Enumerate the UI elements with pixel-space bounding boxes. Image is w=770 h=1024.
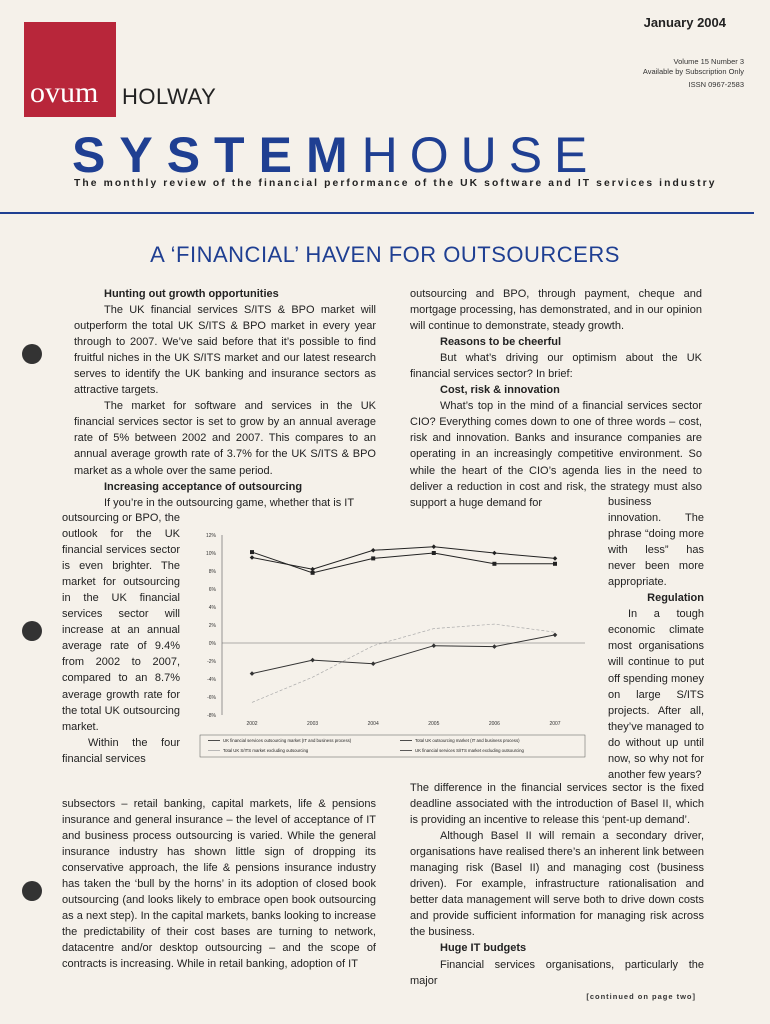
paragraph: subsectors – retail banking, capital markets, life & pensions insurance and general insurance – the level of acceptance of IT and business process outsourcing is varied. While the general insurance industry has shown little sign of dropping its conservative approach, the life & pensions insurance industry has taken the ‘bull by the horns’ in its adoption of closed book outsourcing (and looks likely to embrace open book outsourcing as a next step). In the capital markets, banks looking to increase the predictability of their cost bases are turning to network, datacentre and/or desktop outsourcing – and the scope of contracts is increasing. While in retail banking, adoption of IT (62, 798, 376, 971)
volume-info (643, 57, 744, 77)
punch-hole (22, 881, 42, 901)
punch-hole (22, 621, 42, 641)
y-tick-label: -6% (207, 695, 216, 701)
paragraph: If you’re in the outsourcing game, whether that is IT (104, 496, 355, 509)
paragraph: The difference in the financial services sector is the fixed deadline associated with the introduction of Basel II, which is providing an incentive to release this ‘pent-up demand’. (410, 782, 704, 827)
data-point (432, 551, 436, 555)
header-rule (0, 212, 754, 214)
paragraph: What’s top in the mind of a financial services sector CIO? Everything comes down to one of three words – cost, risk and innovation. Banks and insurance companies are operating in an increasingly competitive environment. So while the heart of the CIO’s agenda lies in the need to deliver a reduction in cost and risk, the strategy must also support a huge demand for (410, 400, 702, 509)
publication-title (72, 126, 599, 184)
continued-note: [continued on page two] (586, 992, 696, 1001)
data-point (250, 555, 255, 560)
subheading: Increasing acceptance of outsourcing (104, 480, 303, 493)
data-point (432, 544, 437, 549)
paragraph: But what’s driving our optimism about the UK financial services sector? In brief: (410, 352, 702, 381)
y-tick-label: 4% (208, 605, 216, 611)
left-column-top (74, 286, 376, 511)
subheading: Cost, risk & innovation (440, 384, 560, 397)
data-point (310, 658, 315, 663)
paragraph: business innovation. The phrase “doing more with less” has never been more appropriate. (608, 496, 704, 589)
data-point (250, 671, 255, 676)
legend-label: Total UK outsourcing market (IT and business process) (415, 738, 520, 743)
subheading: Regulation (647, 592, 704, 605)
data-point (492, 644, 497, 649)
legend-label: UK financial services outsourcing market (IT and business process) (223, 738, 352, 743)
paragraph: The market for software and services in the UK financial services sector is set to grow by an annual average rate of 5% between 2002 and 2007. This compares to an annual average growth rate of 3.7% for the UK S/ITS & BPO market as a whole over the same period. (74, 400, 376, 477)
article-headline: A ‘FINANCIAL’ HAVEN FOR OUTSOURCERS (150, 242, 620, 267)
data-point (371, 661, 376, 666)
x-tick-label: 2004 (367, 721, 379, 727)
logo-text: ovum (30, 76, 99, 109)
data-point (371, 556, 375, 560)
left-column-bottom (62, 796, 376, 973)
data-point (553, 562, 557, 566)
paragraph: Financial services organisations, particularly the major (410, 958, 704, 987)
x-tick-label: 2006 (488, 721, 500, 727)
y-tick-label: -2% (207, 659, 216, 665)
issue-date: January 2004 (643, 15, 726, 30)
data-point (492, 551, 497, 556)
data-point (553, 556, 558, 561)
y-tick-label: 8% (208, 569, 216, 575)
data-point (371, 548, 376, 553)
x-tick-label: 2003 (307, 721, 319, 727)
issn: ISSN 0967-2583 (688, 80, 744, 89)
data-point (250, 550, 254, 554)
legend-label: UK financial services S/ITS market excluding outsourcing (415, 748, 524, 753)
y-tick-label: 0% (208, 641, 216, 647)
y-tick-label: 12% (205, 533, 216, 539)
title-bold: SYSTEM (72, 127, 362, 183)
publication-subtitle: The monthly review of the financial performance of the UK software and IT services industry (74, 178, 717, 189)
right-column-wrap (608, 494, 704, 783)
series-line (252, 552, 555, 573)
volume-number: Volume 15 Number 3 (673, 57, 744, 66)
y-tick-label: 10% (205, 551, 216, 557)
punch-hole (22, 344, 42, 364)
data-point (311, 571, 315, 575)
y-tick-label: -8% (207, 713, 216, 719)
right-column-top (410, 286, 702, 511)
y-tick-label: 2% (208, 623, 216, 629)
subheading: Hunting out growth opportunities (104, 288, 279, 300)
paragraph: Within the four financial services (62, 736, 180, 765)
data-point (492, 562, 496, 566)
subheading: Huge IT budgets (440, 942, 527, 955)
series-line (252, 547, 555, 570)
paragraph: outsourcing and BPO, through payment, cheque and mortgage processing, has demonstrated, and in our opinion will continue to demonstrate, steady growth. (410, 288, 702, 333)
paragraph: The UK financial services S/ITS & BPO market will outperform the total UK S/ITS & BPO market in every year through to 2007. We’ve said before that it’s possible to find fruitful niches in the UK S/ITS market and our latest research serves to identify the UK banking and insurance sectors as attractive targets. (74, 304, 376, 397)
growth-chart (190, 527, 595, 762)
title-thin: HOUSE (361, 127, 600, 183)
series-line (252, 635, 555, 674)
right-column-bottom (410, 780, 704, 989)
legend-label: Total UK S/ITS market excluding outsourcing (223, 748, 309, 753)
x-tick-label: 2007 (549, 721, 561, 727)
left-column-wrap (62, 510, 180, 767)
subheading: Reasons to be cheerful (440, 336, 562, 349)
paragraph: outsourcing or BPO, the outlook for the UK financial services sector is even brighter. The market for outsourcing in the UK financial services sector will increase at an annual average rate of 9.4% from 2002 to 2007, compared to an 8.7% average growth rate for the total UK outsourcing market. (62, 512, 180, 733)
paragraph: In a tough economic climate most organisations will continue to put off spending money on large S/ITS projects. After all, they’ve managed to do without up until now, so why not for another few years? (608, 608, 705, 781)
x-tick-label: 2002 (246, 721, 258, 727)
x-tick-label: 2005 (428, 721, 440, 727)
y-tick-label: -4% (207, 677, 216, 683)
data-point (553, 633, 558, 638)
brand-name: HOLWAY (122, 84, 217, 109)
y-tick-label: 6% (208, 587, 216, 593)
availability-note: Available by Subscription Only (642, 67, 744, 76)
paragraph: Although Basel II will remain a secondary driver, organisations have realised there’s an inherent link between managing risk (Basel II) and managing cost (business driven). For example, infrastructure rationalisation and better data management will serve both to drive down costs and provide sufficient information for managing risk across the business. (410, 830, 704, 939)
data-point (432, 643, 437, 648)
